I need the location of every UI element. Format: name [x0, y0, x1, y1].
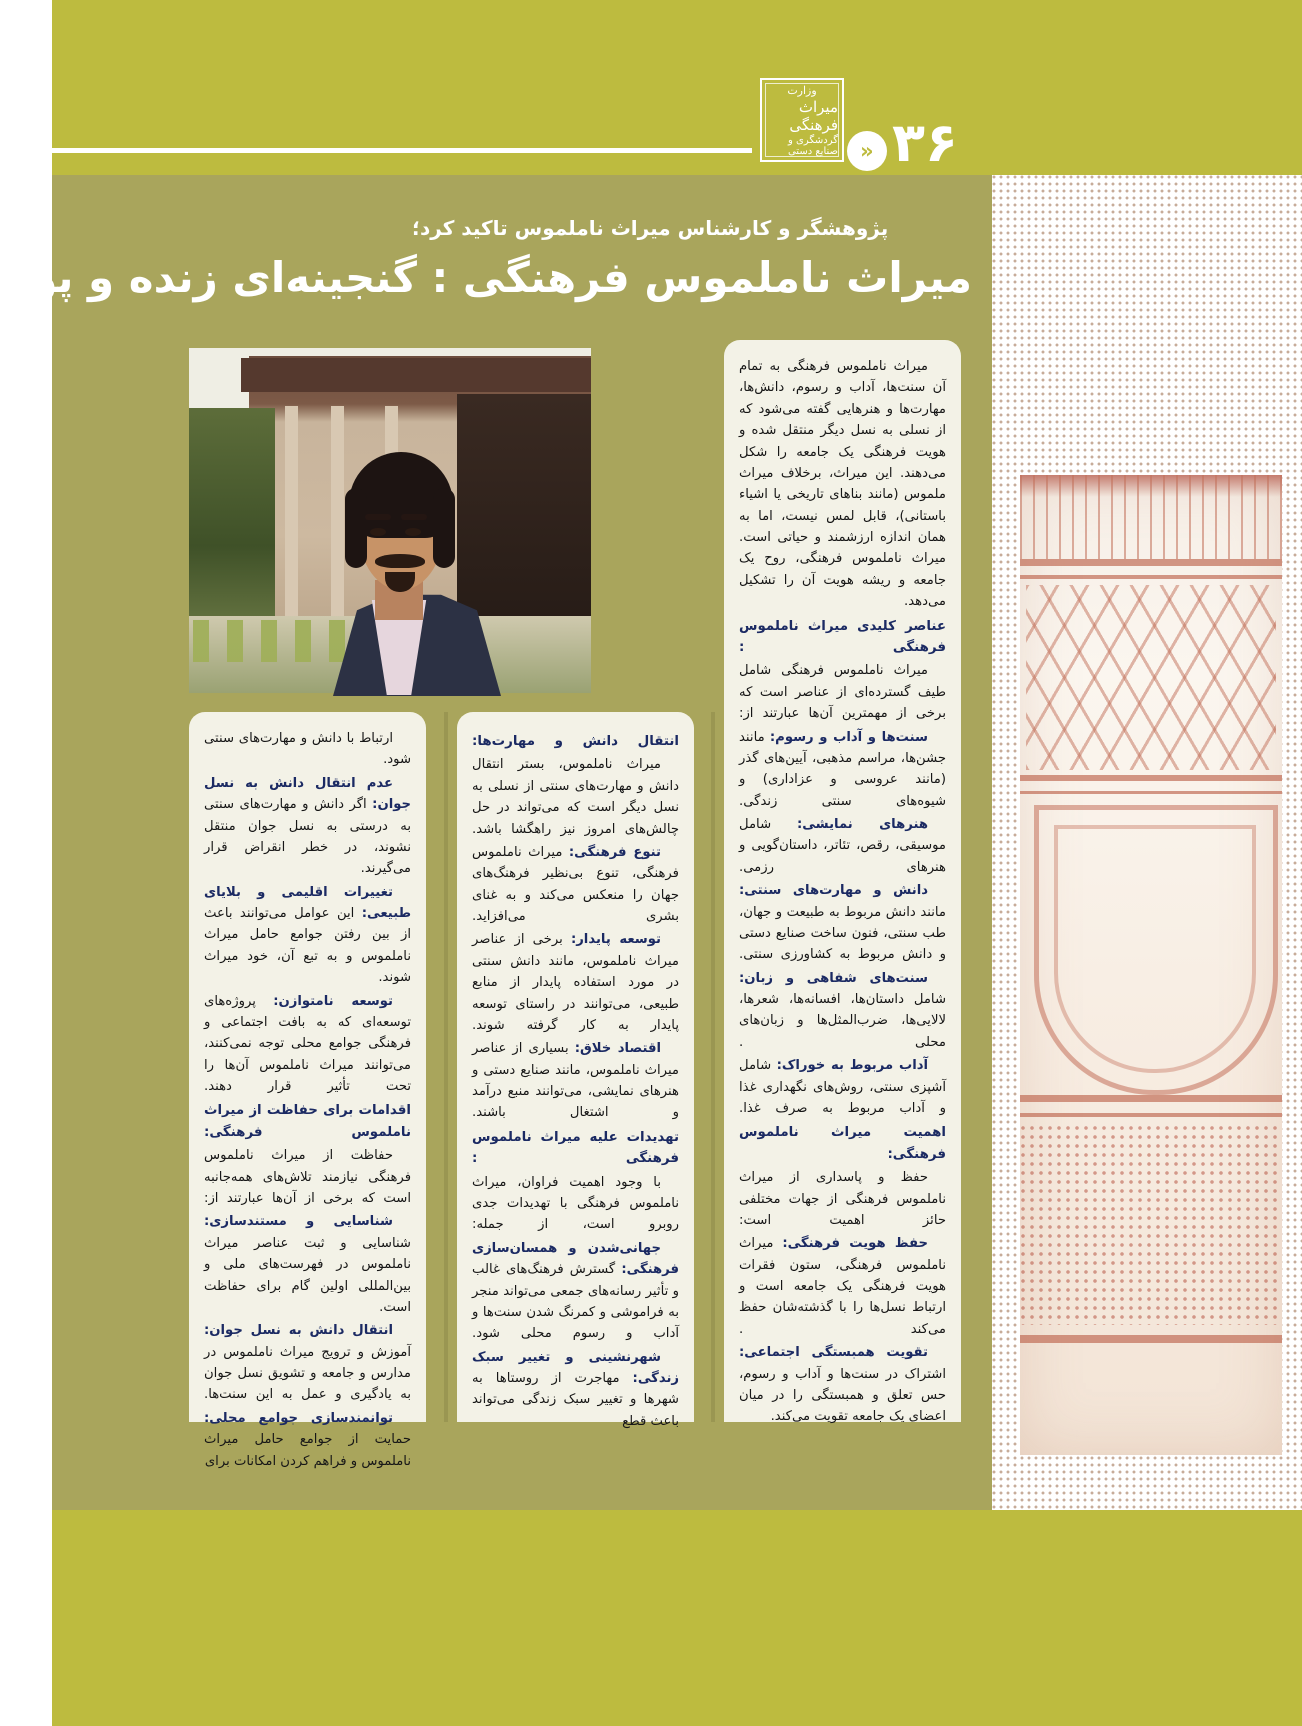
body-paragraph: تغییرات اقلیمی و بلایای طبیعی: این عوامل می‌توانند باعث از بین رفتن جوامع حامل میراث ناملموس و به تبع آن، خود میراث شوند.: [204, 884, 411, 986]
section-heading: اهمیت میراث ناملموس فرهنگی:: [739, 1125, 946, 1162]
paragraph-lead-in: اقتصاد خلاق:: [574, 1041, 661, 1057]
paragraph-lead-in: توسعه نامتوازن:: [273, 993, 393, 1009]
body-paragraph: تقویت همبستگی اجتماعی: اشتراک در سنت‌ها و آداب و رسوم، حس تعلق و همبستگی را در میان اعضای یک جامعه تقویت می‌کند.: [739, 1345, 946, 1425]
body-paragraph: هنرهای نمایشی: شامل موسیقی، رقص، تئاتر، داستان‌گویی و هنرهای رزمی.: [739, 817, 946, 875]
body-paragraph: شناسایی و مستندسازی: شناسایی و ثبت عناصر میراث ناملموس در فهرست‌های ملی و بین‌المللی اولین گام برای حفاظت است.: [204, 1214, 411, 1315]
body-paragraph: توسعه نامتوازن: پروژه‌های توسعه‌ای که به بافت اجتماعی و فرهنگی جوامع محلی توجه نمی‌کنند، می‌توانند میراث ناملموس آن‌ها را تحت تأثیر قرار دهند.: [204, 993, 411, 1094]
paragraph-lead-in: تغییرات اقلیمی و بلایای طبیعی:: [204, 884, 411, 921]
body-paragraph: سنت‌ها و آداب و رسوم: مانند جشن‌ها، مراسم مذهبی، آیین‌های گذر (مانند عروسی و عزاداری) و شیوه‌های سنتی زندگی.: [739, 729, 946, 809]
body-paragraph: اقتصاد خلاق: بسیاری از عناصر میراث ناملموس، مانند صنایع دستی و هنرهای نمایشی، می‌توانند منبع درآمد و اشتغال باشند.: [472, 1041, 679, 1121]
body-paragraph: میراث ناملموس فرهنگی به تمام آن سنت‌ها، آداب و رسوم، دانش‌ها، مهارت‌ها و هنرهایی گفته می‌شود که از نسلی به نسل دیگر منتقل شده و هویت فرهنگی یک جامعه را شکل می‌دهند. این میراث، برخلاف میراث ملموس (مانند بناهای تاریخی یا اشیاء باستانی)، قابل لمس نیست، اما به همان اندازه ارزشمند و حیاتی است. میراث ناملموس فرهنگی، روح یک جامعه و ریشه هویت آن را تشکیل می‌دهد.: [739, 359, 946, 610]
paragraph-lead-in: شهرنشینی و تغییر سبک زندگی:: [472, 1349, 679, 1387]
text-column-middle: [457, 712, 694, 1429]
body-paragraph: ارتباط با دانش و مهارت‌های سنتی شود.: [204, 731, 411, 768]
paragraph-lead-in: هنرهای نمایشی:: [797, 817, 928, 832]
photo-column: [285, 406, 298, 626]
body-paragraph: سنت‌های شفاهی و زبان: شامل داستان‌ها، افسانه‌ها، شعرها، لالایی‌ها، ضرب‌المثل‌ها و زبان‌های محلی .: [739, 970, 946, 1050]
vessel-ring: [1020, 1335, 1282, 1343]
vessel-ring: [1020, 559, 1282, 566]
paragraph-lead-in: تقویت همبستگی اجتماعی:: [739, 1345, 928, 1361]
text-column-right: [724, 340, 961, 1425]
body-paragraph: شهرنشینی و تغییر سبک زندگی: مهاجرت از روستاها به شهرها و تغییر سبک زندگی می‌تواند باعث قطع: [472, 1349, 679, 1429]
vessel-speckle-pattern: [1020, 1125, 1282, 1325]
body-paragraph: حفظ و پاسداری از میراث ناملموس فرهنگی از جهات مختلفی حائز اهمیت است:: [739, 1170, 946, 1228]
photo-subject-eyebrow: [365, 514, 391, 520]
paragraph-lead-in: توسعه پایدار:: [570, 932, 661, 948]
header-divider-rule: [52, 148, 752, 153]
ministry-logo: [760, 78, 844, 162]
photo-subject-hair-side: [345, 488, 367, 568]
body-paragraph: توانمندسازی جوامع محلی: حمایت از جوامع حامل میراث ناملموس و فراهم کردن امکانات برای: [204, 1410, 411, 1469]
body-paragraph: توسعه پایدار: برخی از عناصر میراث ناملموس، مانند دانش سنتی در مورد استفاده پایدار از منابع طبیعی، می‌توانند در راستای توسعه پایدار به کار گرفته شوند.: [472, 932, 679, 1033]
paragraph-lead-in: جهانی‌شدن و همسان‌سازی فرهنگی:: [472, 1240, 679, 1278]
vessel-ring: [1020, 1095, 1282, 1102]
photo-subject-eyebrow: [401, 514, 427, 520]
header-band: [52, 0, 1302, 175]
page-number: ۳۶: [892, 111, 958, 174]
paragraph-lead-in: عدم انتقال دانش به نسل جوان:: [204, 775, 411, 813]
paragraph-lead-in: شناسایی و مستندسازی:: [204, 1214, 393, 1230]
photo-subject-eye: [405, 528, 421, 536]
body-paragraph: میراث ناملموس فرهنگی شامل طیف گسترده‌ای از عناصر است که برخی از مهمترین آن‌ها عبارتند از:: [739, 663, 946, 722]
vessel-ring: [1020, 791, 1282, 794]
body-paragraph: حفظ هویت فرهنگی: میراث ناملموس فرهنگی، ستون فقرات هویت فرهنگی یک جامعه است و ارتباط نسل‌ها را با گذشته‌شان حفظ می‌کند .: [739, 1236, 946, 1337]
section-heading: انتقال دانش و مهارت‌ها:: [472, 734, 679, 749]
vessel-arc-pattern: [1026, 585, 1276, 770]
body-paragraph: میراث ناملموس، بستر انتقال دانش و مهارت‌های سنتی از نسلی به نسل دیگر است که می‌تواند در حل چالش‌های امروز نیز راهگشا باشد.: [472, 757, 679, 837]
body-paragraph: با وجود اهمیت فراوان، میراث ناملموس فرهنگی با تهدیدات جدی روبرو است، از جمله:: [472, 1174, 679, 1233]
paragraph-lead-in: سنت‌های شفاهی و زبان:: [739, 970, 928, 986]
ministry-logo-inner: [765, 83, 839, 157]
photo-column: [331, 406, 344, 626]
text-column-left: [189, 712, 426, 1469]
body-paragraph: دانش و مهارت‌های سنتی: مانند دانش مربوط به طبیعت و جهان، طب سنتی، فنون ساخت صنایع دستی و دانش مربوط به کشاورزی سنتی.: [739, 883, 946, 963]
column-divider: [711, 712, 715, 1422]
column-divider: [444, 712, 448, 1422]
ministry-logo-line1: وزارت: [787, 83, 817, 97]
vessel-ring: [1020, 575, 1282, 579]
portrait-photo: [189, 348, 591, 693]
section-heading: تهدیدات علیه میراث ناملموس فرهنگی :: [472, 1129, 679, 1167]
body-paragraph: عدم انتقال دانش به نسل جوان: اگر دانش و مهارت‌های سنتی به درستی به نسل جوان منتقل نشوند، در خطر انقراض قرار می‌گیرند.: [204, 775, 411, 877]
photo-subject-moustache: [375, 554, 425, 568]
page-badge: [847, 131, 887, 171]
paragraph-lead-in: تنوع فرهنگی:: [568, 844, 661, 860]
paragraph-lead-in: توانمندسازی جوامع محلی:: [204, 1410, 393, 1426]
double-chevron-icon: »: [860, 138, 874, 163]
paragraph-lead-in: دانش و مهارت‌های سنتی:: [739, 883, 928, 899]
section-heading: اقدامات برای حفاظت از میراث ناملموس فرهنگی:: [204, 1103, 411, 1140]
footer-band: [52, 1510, 1302, 1726]
article-headline: میراث ناملموس فرهنگی : گنجینه‌ای زنده و پویا: [0, 253, 972, 302]
body-paragraph: جهانی‌شدن و همسان‌سازی فرهنگی: گسترش فرهنگ‌های غالب و تأثیر رسانه‌های جمعی می‌تواند منجر به فراموشی و کمرنگ شدن سنت‌ها و آداب و رسوم محلی شود.: [472, 1240, 679, 1342]
ministry-logo-line3: گردشگری و صنایع دستی: [787, 134, 838, 157]
photo-palace-eaves: [241, 358, 591, 392]
section-heading: عناصر کلیدی میراث ناملموس فرهنگی :: [739, 618, 946, 655]
photo-trees: [189, 408, 275, 638]
paragraph-lead-in: سنت‌ها و آداب و رسوم:: [769, 729, 928, 745]
paragraph-lead-in: انتقال دانش به نسل جوان:: [204, 1323, 393, 1339]
photo-subject-hair-side: [433, 488, 455, 568]
ministry-logo-line2: میراث فرهنگی: [789, 97, 838, 134]
paragraph-lead-in: آداب مربوط به خوراک:: [776, 1058, 929, 1074]
body-paragraph: حفاظت از میراث ناملموس فرهنگی نیازمند تلاش‌های همه‌جانبه است که برخی از آن‌ها عبارتند از:: [204, 1148, 411, 1206]
vessel-ring: [1020, 1113, 1282, 1117]
vessel-panel-inner: [1054, 825, 1256, 1073]
body-paragraph: انتقال دانش به نسل جوان: آموزش و ترویج میراث ناملموس در مدارس و جامعه و تشویق نسل جوان به یادگیری و عمل به این سنت‌ها.: [204, 1323, 411, 1403]
vessel-flutes: [1020, 475, 1282, 559]
decorative-vessel-photo: [992, 175, 1302, 1510]
ancient-vessel: [1020, 475, 1282, 1455]
photo-subject-eye: [370, 528, 386, 536]
paragraph-lead-in: حفظ هویت فرهنگی:: [782, 1236, 929, 1252]
vessel-ring: [1020, 775, 1282, 781]
body-paragraph: آداب مربوط به خوراک: شامل آشپزی سنتی، روش‌های نگهداری غذا و آداب مربوط به صرف غذا.: [739, 1058, 946, 1116]
body-paragraph: تنوع فرهنگی: میراث ناملموس فرهنگی، تنوع بی‌نظیر فرهنگ‌های جهان را منعکس می‌کند و به غنای بشری می‌افزاید.: [472, 844, 679, 925]
article-kicker: پژوهشگر و کارشناس میراث ناملموس تاکید کرد؛: [412, 216, 889, 240]
